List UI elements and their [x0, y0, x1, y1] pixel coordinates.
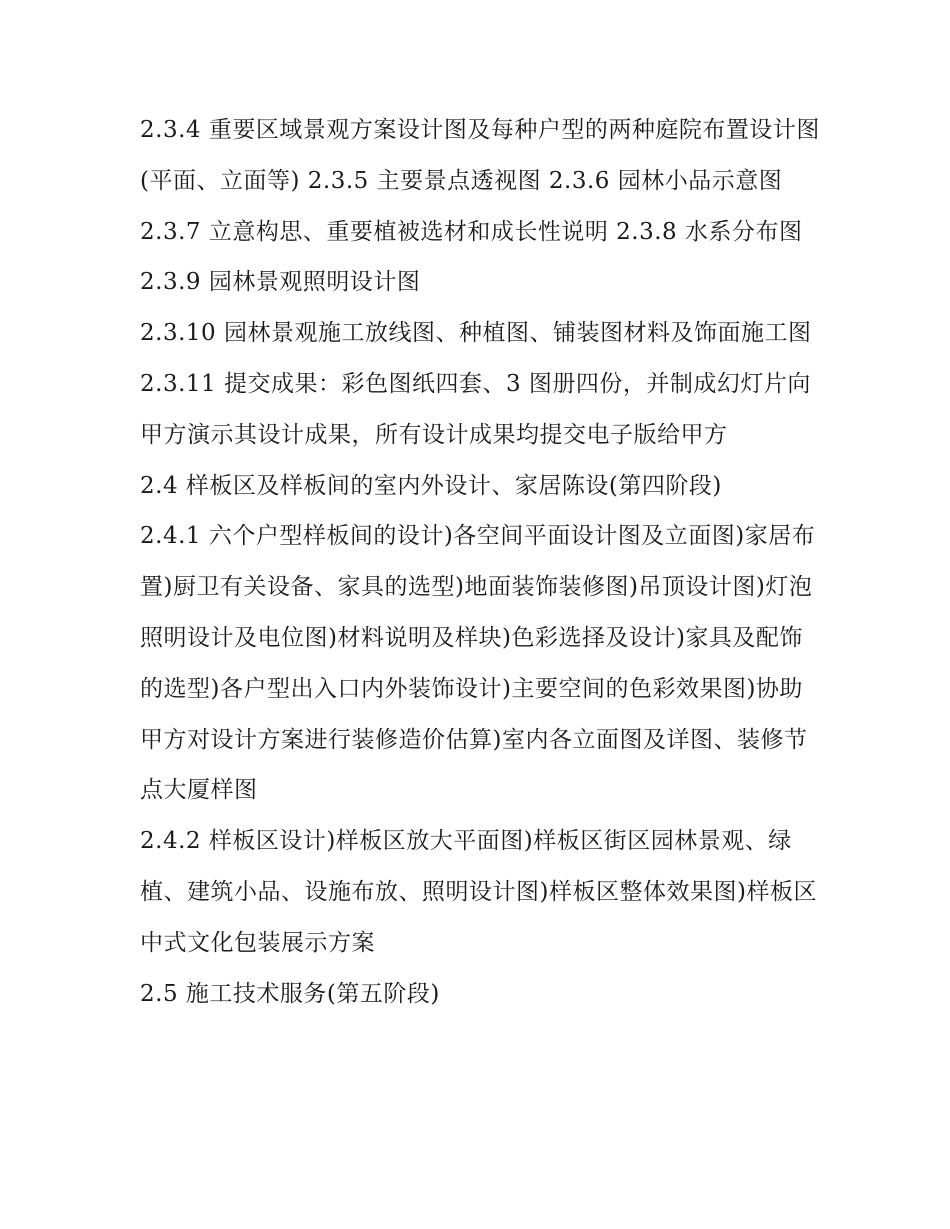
- paragraph-2-3-9: 2.3.9 园林景观照明设计图: [140, 269, 421, 296]
- section-heading-2-5: 2.5 施工技术服务(第五阶段): [140, 980, 440, 1007]
- paragraph-2-3-4: 2.3.4 重要区域景观方案设计图及每种户型的两种庭院布置设计图(平面、立面等) 2.3.5 主要景点透视图 2.3.6 园林小品示意图: [140, 117, 820, 194]
- document-page: [140, 105, 820, 1019]
- paragraph-2-3-7: 2.3.7 立意构思、重要植被选材和成长性说明 2.3.8 水系分布图: [140, 218, 803, 245]
- paragraph-2-4-2: 2.4.2 样板区设计)样板区放大平面图)样板区街区园林景观、绿植、建筑小品、设施布放、照明设计图)样板区整体效果图)样板区中式文化包装展示方案: [140, 828, 817, 956]
- section-heading-2-4: 2.4 样板区及样板间的室内外设计、家居陈设(第四阶段): [140, 472, 722, 499]
- paragraph-2-3-11: 2.3.11 提交成果：彩色图纸四套、3 图册四份，并制成幻灯片向甲方演示其设计成果，所有设计成果均提交电子版给甲方: [140, 370, 811, 448]
- paragraph-2-3-10: 2.3.10 园林景观施工放线图、种植图、铺装图材料及饰面施工图: [140, 320, 812, 347]
- paragraph-2-4-1: 2.4.1 六个户型样板间的设计)各空间平面设计图及立面图)家居布置)厨卫有关设备、家具的选型)地面装饰装修图)吊顶设计图)灯泡照明设计及电位图)材料说明及样块)色彩选择及设计)家具及配饰的选型)各户型出入口内外装饰设计)主要空间的色彩效果图)协助甲方对设计方案进行装修造价估算)室内各立面图及详图、装修节点大厦样图: [140, 523, 816, 804]
